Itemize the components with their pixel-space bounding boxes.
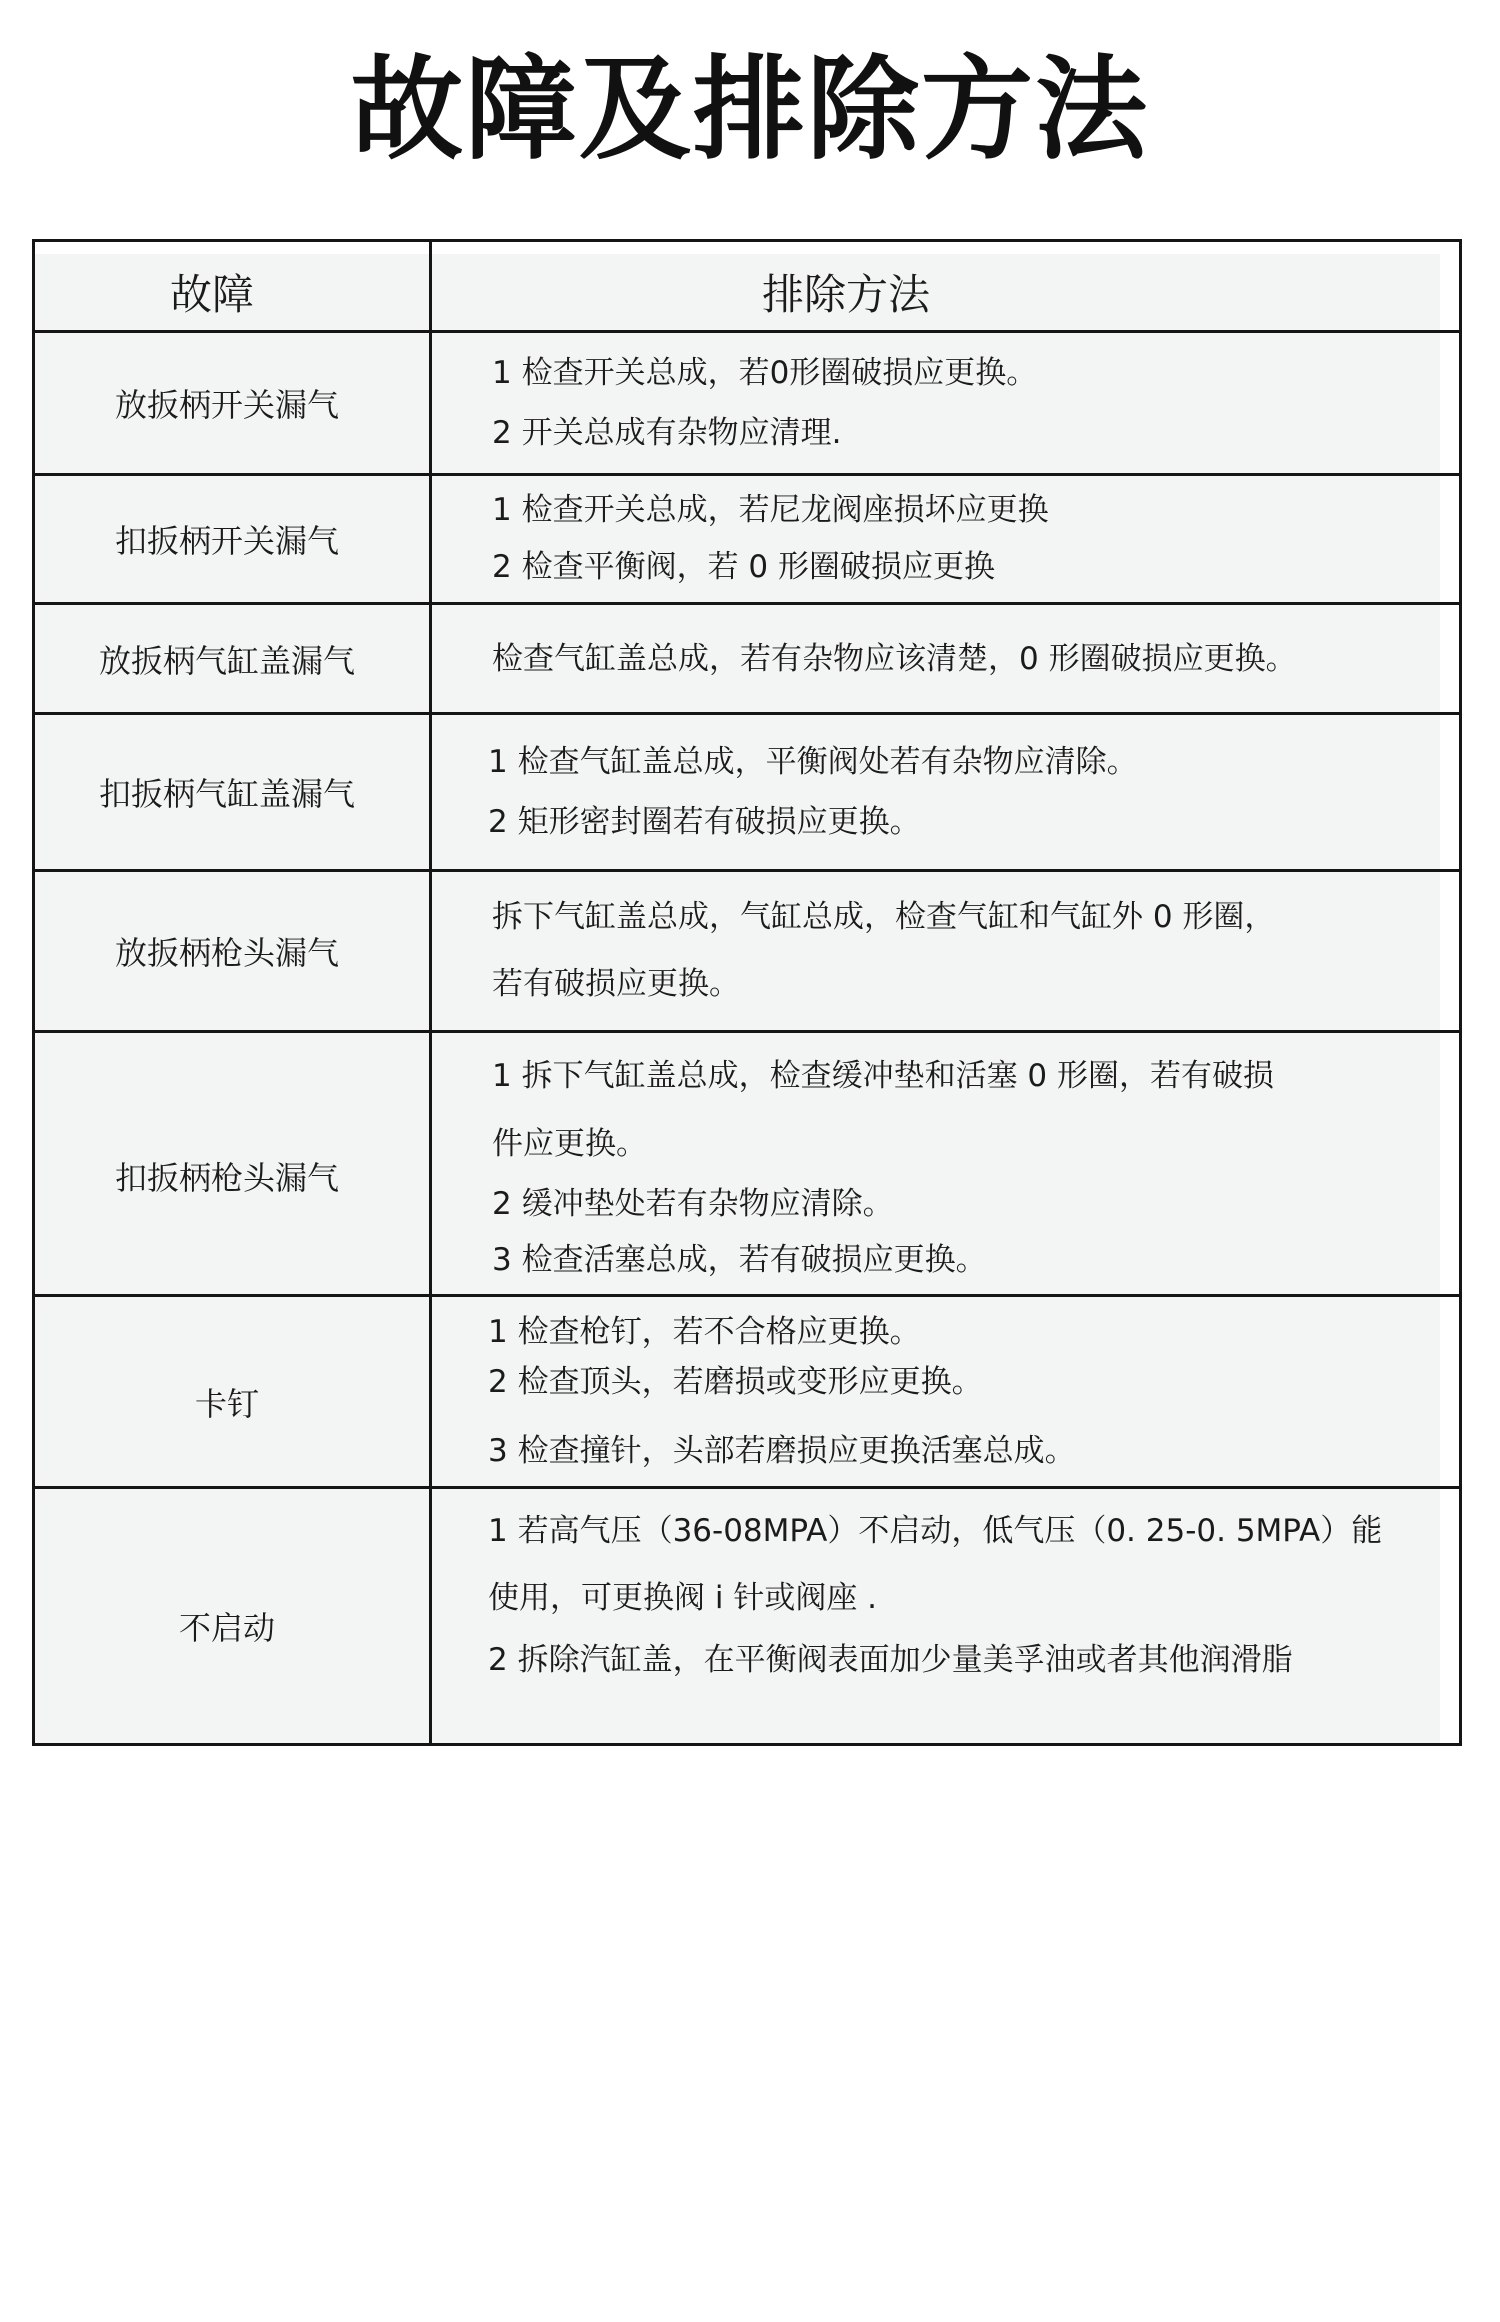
method-line: 1 检查枪钉，若不合格应更换。 [488, 1314, 921, 1350]
fault-cell [35, 1033, 432, 1294]
fault-cell [35, 715, 432, 869]
fault-header-label: 故障 [169, 270, 254, 319]
fault-text: 扣扳柄气缸盖漏气 [98, 775, 355, 813]
table-row [35, 473, 1459, 602]
table-row [35, 1030, 1459, 1294]
fault-text: 放扳柄开关漏气 [114, 386, 339, 424]
method-cell [432, 872, 1459, 1030]
fault-text: 扣扳柄枪头漏气 [114, 1158, 339, 1197]
table-row [35, 602, 1459, 712]
method-cell [432, 715, 1459, 869]
fault-text: 卡钉 [194, 1384, 259, 1423]
page-title: 故障及排除方法 [351, 45, 1149, 175]
method-line: 使用，可更换阀 i 针或阀座 . [488, 1580, 878, 1616]
table-row [35, 330, 1459, 473]
fault-cell [35, 333, 432, 473]
method-line: 1 检查开关总成，若尼龙阀座损坏应更换 [492, 492, 1049, 528]
method-line: 拆下气缸盖总成，气缸总成，检查气缸和气缸外 0 形圈， [492, 899, 1276, 935]
method-cell [432, 476, 1459, 602]
method-line: 3 检查撞针，头部若磨损应更换活塞总成。 [488, 1433, 1076, 1469]
method-line: 件应更换。 [492, 1125, 647, 1162]
fault-text: 不启动 [178, 1609, 275, 1647]
fault-cell [35, 605, 432, 712]
method-line: 3 检查活塞总成，若有破损应更换。 [492, 1241, 987, 1278]
table-row [35, 1486, 1459, 1743]
method-line: 1 拆下气缸盖总成，检查缓冲垫和活塞 0 形圈，若有破损 [492, 1057, 1275, 1094]
method-line: 2 检查平衡阀，若 0 形圈破损应更换 [492, 549, 996, 585]
fault-cell [35, 1297, 432, 1486]
table-row [35, 869, 1459, 1030]
method-line: 2 拆除汽缸盖，在平衡阀表面加少量美孚油或者其他润滑脂 [488, 1642, 1293, 1678]
fault-text: 扣扳柄开关漏气 [114, 522, 339, 560]
method-line: 2 开关总成有杂物应清理. [492, 415, 842, 451]
method-header-label: 排除方法 [762, 270, 931, 319]
fault-cell [35, 476, 432, 602]
method-cell [432, 1297, 1459, 1486]
method-cell [432, 1033, 1459, 1294]
fault-table [32, 239, 1462, 1746]
method-line: 1 检查气缸盖总成，平衡阀处若有杂物应清除。 [488, 744, 1138, 780]
method-line: 2 缓冲垫处若有杂物应清除。 [492, 1185, 894, 1222]
method-line: 1 检查开关总成，若0形圈破损应更换。 [492, 355, 1038, 391]
fault-column-header [35, 242, 432, 330]
method-line: 1 若高气压（36-08MPA）不启动，低气压（0. 25-0. 5MPA）能 [488, 1513, 1383, 1549]
method-cell [432, 333, 1459, 473]
method-cell [432, 1489, 1459, 1743]
table-header-row [35, 242, 1459, 330]
table-row [35, 712, 1459, 869]
method-line: 检查气缸盖总成，若有杂物应该清楚，0 形圈破损应更换。 [492, 640, 1297, 677]
method-line: 若有破损应更换。 [492, 966, 740, 1002]
table-row [35, 1294, 1459, 1486]
fault-cell [35, 872, 432, 1030]
fault-text: 放扳柄气缸盖漏气 [98, 641, 355, 680]
method-line: 2 矩形密封圈若有破损应更换。 [488, 804, 921, 840]
method-line: 2 检查顶头，若磨损或变形应更换。 [488, 1364, 983, 1400]
method-cell [432, 605, 1459, 712]
method-column-header [432, 242, 1459, 330]
fault-text: 放扳柄枪头漏气 [114, 934, 339, 972]
fault-cell [35, 1489, 432, 1743]
